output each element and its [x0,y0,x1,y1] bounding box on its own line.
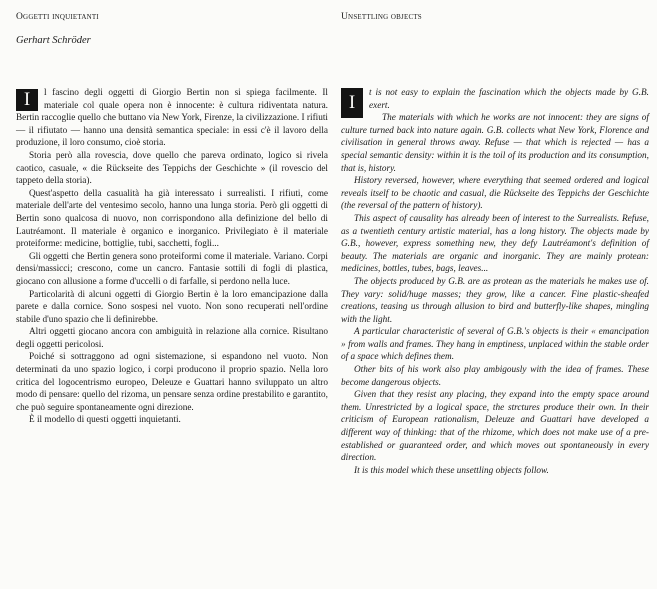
italian-paragraph: Quest'aspetto della casualità ha già interessato i surrealisti. I rifiuti, come materiale dell'arte del ventesimo secolo, hanno una lunga storia. Però gli oggetti di Bertin sono qualcosa di nuovo, non corrispondono alla definizione del bello di Lautréamont. Il materiale è organico e inorganico. Privilegiato è il materiale proteiforme: medicine, bottiglie, tubi, sacchetti, fogli... [16,188,328,250]
english-drop-cap: I [341,88,363,118]
italian-paragraph: Poiché si sottraggono ad ogni sistemazione, si espandono nel vuoto. Non determinati da uno spazio logico, i corpi producono il proprio spazio. Nella loro critica del logocentrismo europeo, Deleuze e Guattari hanno sviluppato un altro modo di pensare: quello del rizoma, un pensare senza ordine prestabilito e garantito, che può seguire spontaneamente ogni direzione. [16,352,328,413]
italian-paragraph: Gli oggetti che Bertin genera sono proteiformi come il materiale. Variano. Corpi densi/massicci; crescono, come un cancro. Fantasie sottili di fogli di plastica, giocano con allusione a forme d'uccelli o di farfalle, si perdono nella luce. [16,251,328,287]
english-paragraph: Other bits of his work also play ambigously with the idea of frames. These become dangerous objects. [341,365,649,388]
italian-paragraph: Particolarità di alcuni oggetti di Giorgio Bertin è la loro emancipazione dalla parete e dalla cornice. Sono sospesi nel vuoto. Non sono recuperati nell'ordine stabile d'uno spazio che li definirebbe. [16,289,328,325]
english-paragraph [341,87,649,112]
english-paragraph: Given that they resist any placing, they expand into the empty space around them. Unrestricted by a logical space, the strctures produce their own. In their criticism of European rationalism, Deleuze and Guattari have developed a different way of thinking: that of the rhizome, which does not make use of a pre-established or guaranteed order, and which moves out spontaneously in every direction. [341,390,649,464]
italian-header: Oggetti inquietanti [16,12,99,22]
english-header: Unsettling objects [341,12,422,22]
english-text [341,87,649,477]
italian-paragraph: Storia però alla rovescia, dove quello che pareva ordinato, logico si rivela caotico, casuale, « die Rückseite des Teppichs der Geschichte » (il rovescio del tappeto della storia). [16,150,328,187]
english-paragraph: A particular characteristic of several of G.B.'s objects is their « emancipation » from walls and frames. They hang in emptiness, unplaced within the stable order of a space which defines them. [341,327,649,363]
italian-text [16,87,328,427]
author-name: Gerhart Schröder [16,35,91,46]
english-paragraph: History reversed, however, where everything that seemed ordered and logical reveals itself to be chaotic and casual, die Rückseite des Teppichs der Geschichte (the reversal of the pattern of history). [341,176,649,212]
english-paragraph: The objects produced by G.B. are as protean as the materials he makes use of. They vary: solid/huge masses; they grow, like a cancer. Fine plastic-sheafed creations, teasing us through allusion to bird and butterfly-like shapes, mingling with the light. [341,276,649,325]
english-paragraph: It is this model which these unsettling objects follow. [354,465,549,476]
italian-paragraph-text: l fascino degli oggetti di Giorgio Bertin non si spiega facilmente. Il materiale col quale opera non è innocente: è cultura ridiventata natura. Bertin raccoglie quello che buttano via New York, Firenze, la civilizzazione. I rifiuti — il rifiutato — hanno una densità semantica speciale: in essi c'è il lavoro della produzione, il loro consumo, cioè storia. [16,88,328,149]
italian-drop-cap: I [16,89,38,111]
italian-paragraph: È il modello di questi oggetti inquietanti. [29,415,181,426]
english-paragraph: The materials with which he works are not innocent: they are signs of culture turned back into nature again. G.B. collects what New York, Florence and civilisation in general throws away. Refuse — that which is rejected — has a special semantic density: within it is the toil of its production and its consumption, that is, history. [341,113,649,174]
english-paragraph: This aspect of causality has already been of interest to the Surrealists. Refuse, as a twentieth century artistic material, has a long history. The objects made by G.B., however, express something new, they defy Lautréamont's definition of beauty. The materials are organic and inorganic. They are mainly protean: medicines, bottles, tubes, bags, leaves... [341,213,649,275]
italian-paragraph: Altri oggetti giocano ancora con ambiguità in relazione alla cornice. Risultano degli oggetti pericolosi. [16,327,328,350]
italian-paragraph [16,87,328,150]
english-paragraph-text: t is not easy to explain the fascination which the objects made by G.B. exert. [369,88,649,111]
